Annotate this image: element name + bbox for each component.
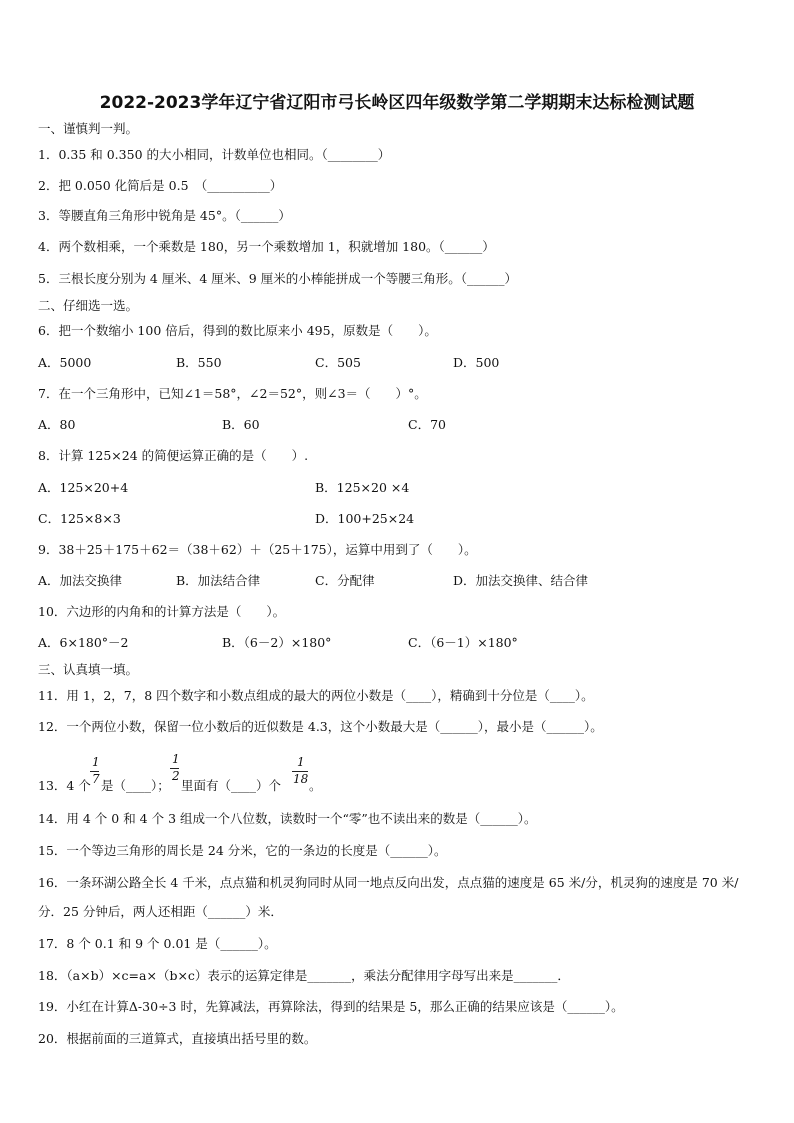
option-d: D．500 <box>453 355 500 370</box>
question-10: 10．六边形的内角和的计算方法是（ ）。 <box>38 604 286 619</box>
option-c: C．125×8×3 <box>38 511 121 526</box>
question-5: 5．三根长度分别为 4 厘米、4 厘米、9 厘米的小棒能拼成一个等腰三角形。（______） <box>38 271 517 286</box>
option-b: B．加法结合律 <box>176 573 261 588</box>
question-19: 19．小红在计算Δ-30÷3 时，先算减法，再算除法，得到的结果是 5，那么正确的结果应该是（______）。 <box>38 999 624 1014</box>
page-title: 2022-2023学年辽宁省辽阳市弓长岭区四年级数学第二学期期末达标检测试题 <box>99 93 695 113</box>
question-13-part-2: 是（____）； <box>101 778 170 793</box>
question-17: 17．8 个 0.1 和 9 个 0.01 是（______）。 <box>38 936 277 951</box>
question-14: 14．用 4 个 0 和 4 个 3 组成一个八位数，读数时一个“零”也不读出来的数是（______）。 <box>38 811 537 826</box>
section-heading-3: 三、认真填一填。 <box>38 662 139 677</box>
option-a: A．5000 <box>38 355 92 370</box>
section-heading-2: 二、仔细选一选。 <box>38 298 139 313</box>
question-8: 8．计算 125×24 的简便运算正确的是（ ）. <box>38 448 309 463</box>
question-18: 18．（a×b）×c=a×（b×c）表示的运算定律是_______，乘法分配律用字母写出来是_______． <box>38 968 570 983</box>
section-heading-1: 一、谨慎判一判。 <box>38 121 139 136</box>
question-1: 1．0.35 和 0.350 的大小相同，计数单位也相同。（________） <box>38 147 391 162</box>
fraction-denominator: 7 <box>92 772 100 786</box>
option-d: D．加法交换律、结合律 <box>453 573 589 588</box>
fraction-numerator: 1 <box>297 755 305 769</box>
question-13-part-3: 里面有（____）个 <box>181 778 282 793</box>
question-4: 4．两个数相乘，一个乘数是 180，另一个乘数增加 1，积就增加 180。（______） <box>38 239 495 254</box>
option-c: C．（6－1）×180° <box>408 635 518 650</box>
option-c: C．505 <box>315 355 361 370</box>
question-6: 6．把一个数缩小 100 倍后，得到的数比原来小 495，原数是（ ）。 <box>38 323 437 338</box>
question-20: 20．根据前面的三道算式，直接填出括号里的数。 <box>38 1031 317 1046</box>
question-13-part-4: 。 <box>309 778 322 793</box>
question-12: 12．一个两位小数，保留一位小数后的近似数是 4.3，这个小数最大是（______），最小是（______）。 <box>38 719 603 734</box>
fraction-numerator: 1 <box>92 755 100 769</box>
option-b: B．550 <box>176 355 222 370</box>
question-9: 9．38＋25＋175＋62＝（38＋62）＋（25＋175），运算中用到了（ ）。 <box>38 542 477 557</box>
question-3: 3．等腰直角三角形中锐角是 45°。（______） <box>38 208 291 223</box>
option-a: A．80 <box>38 417 76 432</box>
option-b: B．（6－2）×180° <box>222 635 332 650</box>
question-16: 16．一条环湖公路全长 4 千米，点点猫和机灵狗同时从同一地点反向出发，点点猫的速度是 65 米/分，机灵狗的速度是 70 米/分．25 分钟后，两人还相距（______）米． <box>38 875 739 919</box>
option-b: B．125×20 ×4 <box>315 480 410 495</box>
option-d: D．100+25×24 <box>315 511 415 526</box>
fraction-denominator: 18 <box>293 772 309 786</box>
option-c: C．分配律 <box>315 573 375 588</box>
option-b: B．60 <box>222 417 260 432</box>
question-13-part-1: 13．4 个 <box>38 778 91 793</box>
question-2: 2．把 0.050 化简后是 0.5 （__________） <box>38 178 283 193</box>
option-a: A．125×20+4 <box>38 480 129 495</box>
option-c: C．70 <box>408 417 446 432</box>
question-7: 7．在一个三角形中，已知∠1＝58°，∠2＝52°，则∠3＝（ ）°。 <box>38 386 427 401</box>
option-a: A．加法交换律 <box>38 573 123 588</box>
question-15: 15．一个等边三角形的周长是 24 分米，它的一条边的长度是（______）。 <box>38 843 447 858</box>
question-11: 11．用 1，2，7，8 四个数字和小数点组成的最大的两位小数是（____），精确到十分位是（____）。 <box>38 688 594 703</box>
fraction-denominator: 2 <box>172 769 180 783</box>
fraction-numerator: 1 <box>172 752 180 766</box>
option-a: A．6×180°－2 <box>38 635 129 650</box>
